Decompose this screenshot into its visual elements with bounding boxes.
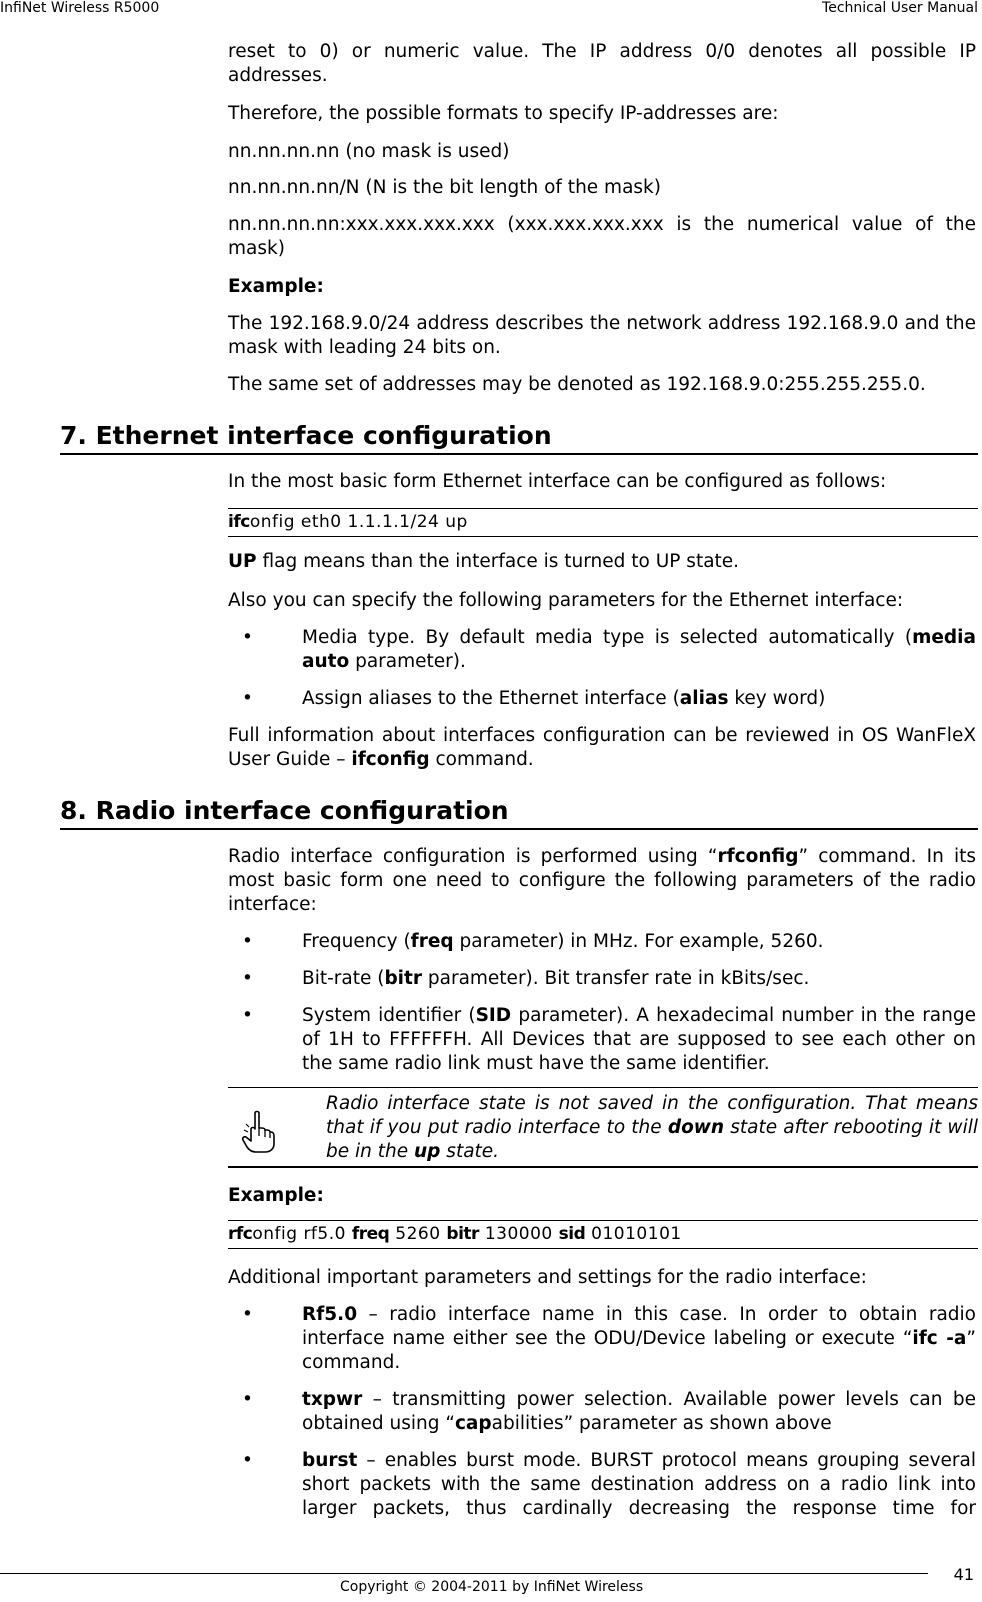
sec7-full-info-2: User Guide – ifconfig command. xyxy=(228,749,534,770)
intro-line-1: reset to 0) or numeric value. The IP address 0/0 denotes all possible IP xyxy=(228,41,976,62)
header-left: InfiNet Wireless R5000 xyxy=(0,0,160,16)
bullet-dot: • xyxy=(242,627,253,648)
copyright: Copyright © 2004-2011 by InfiNet Wireless xyxy=(340,1579,644,1595)
note-text: Radio interface state is not saved in the configuration. That means that if you put radio interface to the down state after rebooting it will be in the up state. xyxy=(326,1093,978,1162)
list-item: • txpwr – transmitting power selection. Available power levels can be obtained using “capabilities” parameter as shown above xyxy=(242,1389,976,1434)
list-item: • Rf5.0 – radio interface name in this case. In order to obtain radio interface name either see the ODU/Device labeling or execute “ifc -a” command. xyxy=(242,1304,976,1373)
up-flag-text: UP flag means than the interface is turned to UP state. xyxy=(228,551,740,572)
list-item: • Media type. By default media type is selected automatically (media auto parameter). xyxy=(242,627,976,672)
header-right: Technical User Manual xyxy=(822,0,978,16)
example-label-2: Example: xyxy=(228,1185,324,1206)
example-line-2: mask with leading 24 bits on. xyxy=(228,337,501,358)
format-numeric-mask-cont: mask) xyxy=(228,238,285,259)
list-item: • Bit-rate (bitr parameter). Bit transfer rate in kBits/sec. xyxy=(242,968,810,989)
bullet-dot: • xyxy=(242,968,253,989)
format-bit-length: nn.nn.nn.nn/N (N is the bit length of the mask) xyxy=(228,177,661,198)
sec8-intro-1: Radio interface configuration is performed using “rfconfig” command. In its xyxy=(228,846,976,867)
bullet-dot: • xyxy=(242,688,253,709)
list-item: • Frequency (freq parameter) in MHz. For example, 5260. xyxy=(242,931,824,952)
sec8-additional-lead: Additional important parameters and settings for the radio interface: xyxy=(228,1267,867,1288)
footer-rule xyxy=(0,1573,928,1574)
bullet-dot: • xyxy=(242,931,253,952)
format-numeric-mask: nn.nn.nn.nn:xxx.xxx.xxx.xxx (xxx.xxx.xxx.xxx is the numerical value of the xyxy=(228,214,976,235)
page-header xyxy=(0,0,982,18)
example-line-3: The same set of addresses may be denoted as 192.168.9.0:255.255.255.0. xyxy=(228,374,926,395)
ifconfig-code: ifconfig eth0 1.1.1.1/24 up xyxy=(228,508,978,537)
sec8-intro-2: most basic form one need to configure the following parameters of the radio xyxy=(228,870,976,891)
section-8-heading: 8. Radio interface configuration xyxy=(60,796,978,830)
note-box xyxy=(228,1087,978,1168)
section-7-heading: 7. Ethernet interface configuration xyxy=(60,421,978,455)
intro-line-2: addresses. xyxy=(228,65,328,86)
list-item: • burst – enables burst mode. BURST protocol means grouping several short packets with the same destination address on a radio link into larger packets, thus cardinally decreasing the response time for xyxy=(242,1450,976,1519)
sec8-intro-3: interface: xyxy=(228,894,317,915)
sec7-full-info-1: Full information about interfaces configuration can be reviewed in OS WanFleX xyxy=(228,725,976,746)
rfconfig-code: rfconfig rf5.0 freq 5260 bitr 130000 sid 01010101 xyxy=(228,1220,978,1249)
example-line-1: The 192.168.9.0/24 address describes the network address 192.168.9.0 and the xyxy=(228,313,976,334)
bullet-dot: • xyxy=(242,1450,253,1471)
sec7-params-lead: Also you can specify the following parameters for the Ethernet interface: xyxy=(228,590,904,611)
sec7-intro: In the most basic form Ethernet interface can be configured as follows: xyxy=(228,471,887,492)
pointing-hand-icon xyxy=(240,1110,276,1154)
format-no-mask: nn.nn.nn.nn (no mask is used) xyxy=(228,141,510,162)
list-item: • System identifier (SID parameter). A hexadecimal number in the range of 1H to FFFFFFH. All Devices that are supposed to see each other on the same radio link must have the same identifier. xyxy=(242,1005,976,1074)
bullet-dot: • xyxy=(242,1005,253,1026)
example-label: Example: xyxy=(228,276,324,297)
page-number: 41 xyxy=(953,1565,974,1584)
intro-formats-lead: Therefore, the possible formats to specify IP-addresses are: xyxy=(228,103,779,124)
bullet-dot: • xyxy=(242,1304,253,1325)
bullet-dot: • xyxy=(242,1389,253,1410)
list-item: • Assign aliases to the Ethernet interface (alias key word) xyxy=(242,688,826,709)
